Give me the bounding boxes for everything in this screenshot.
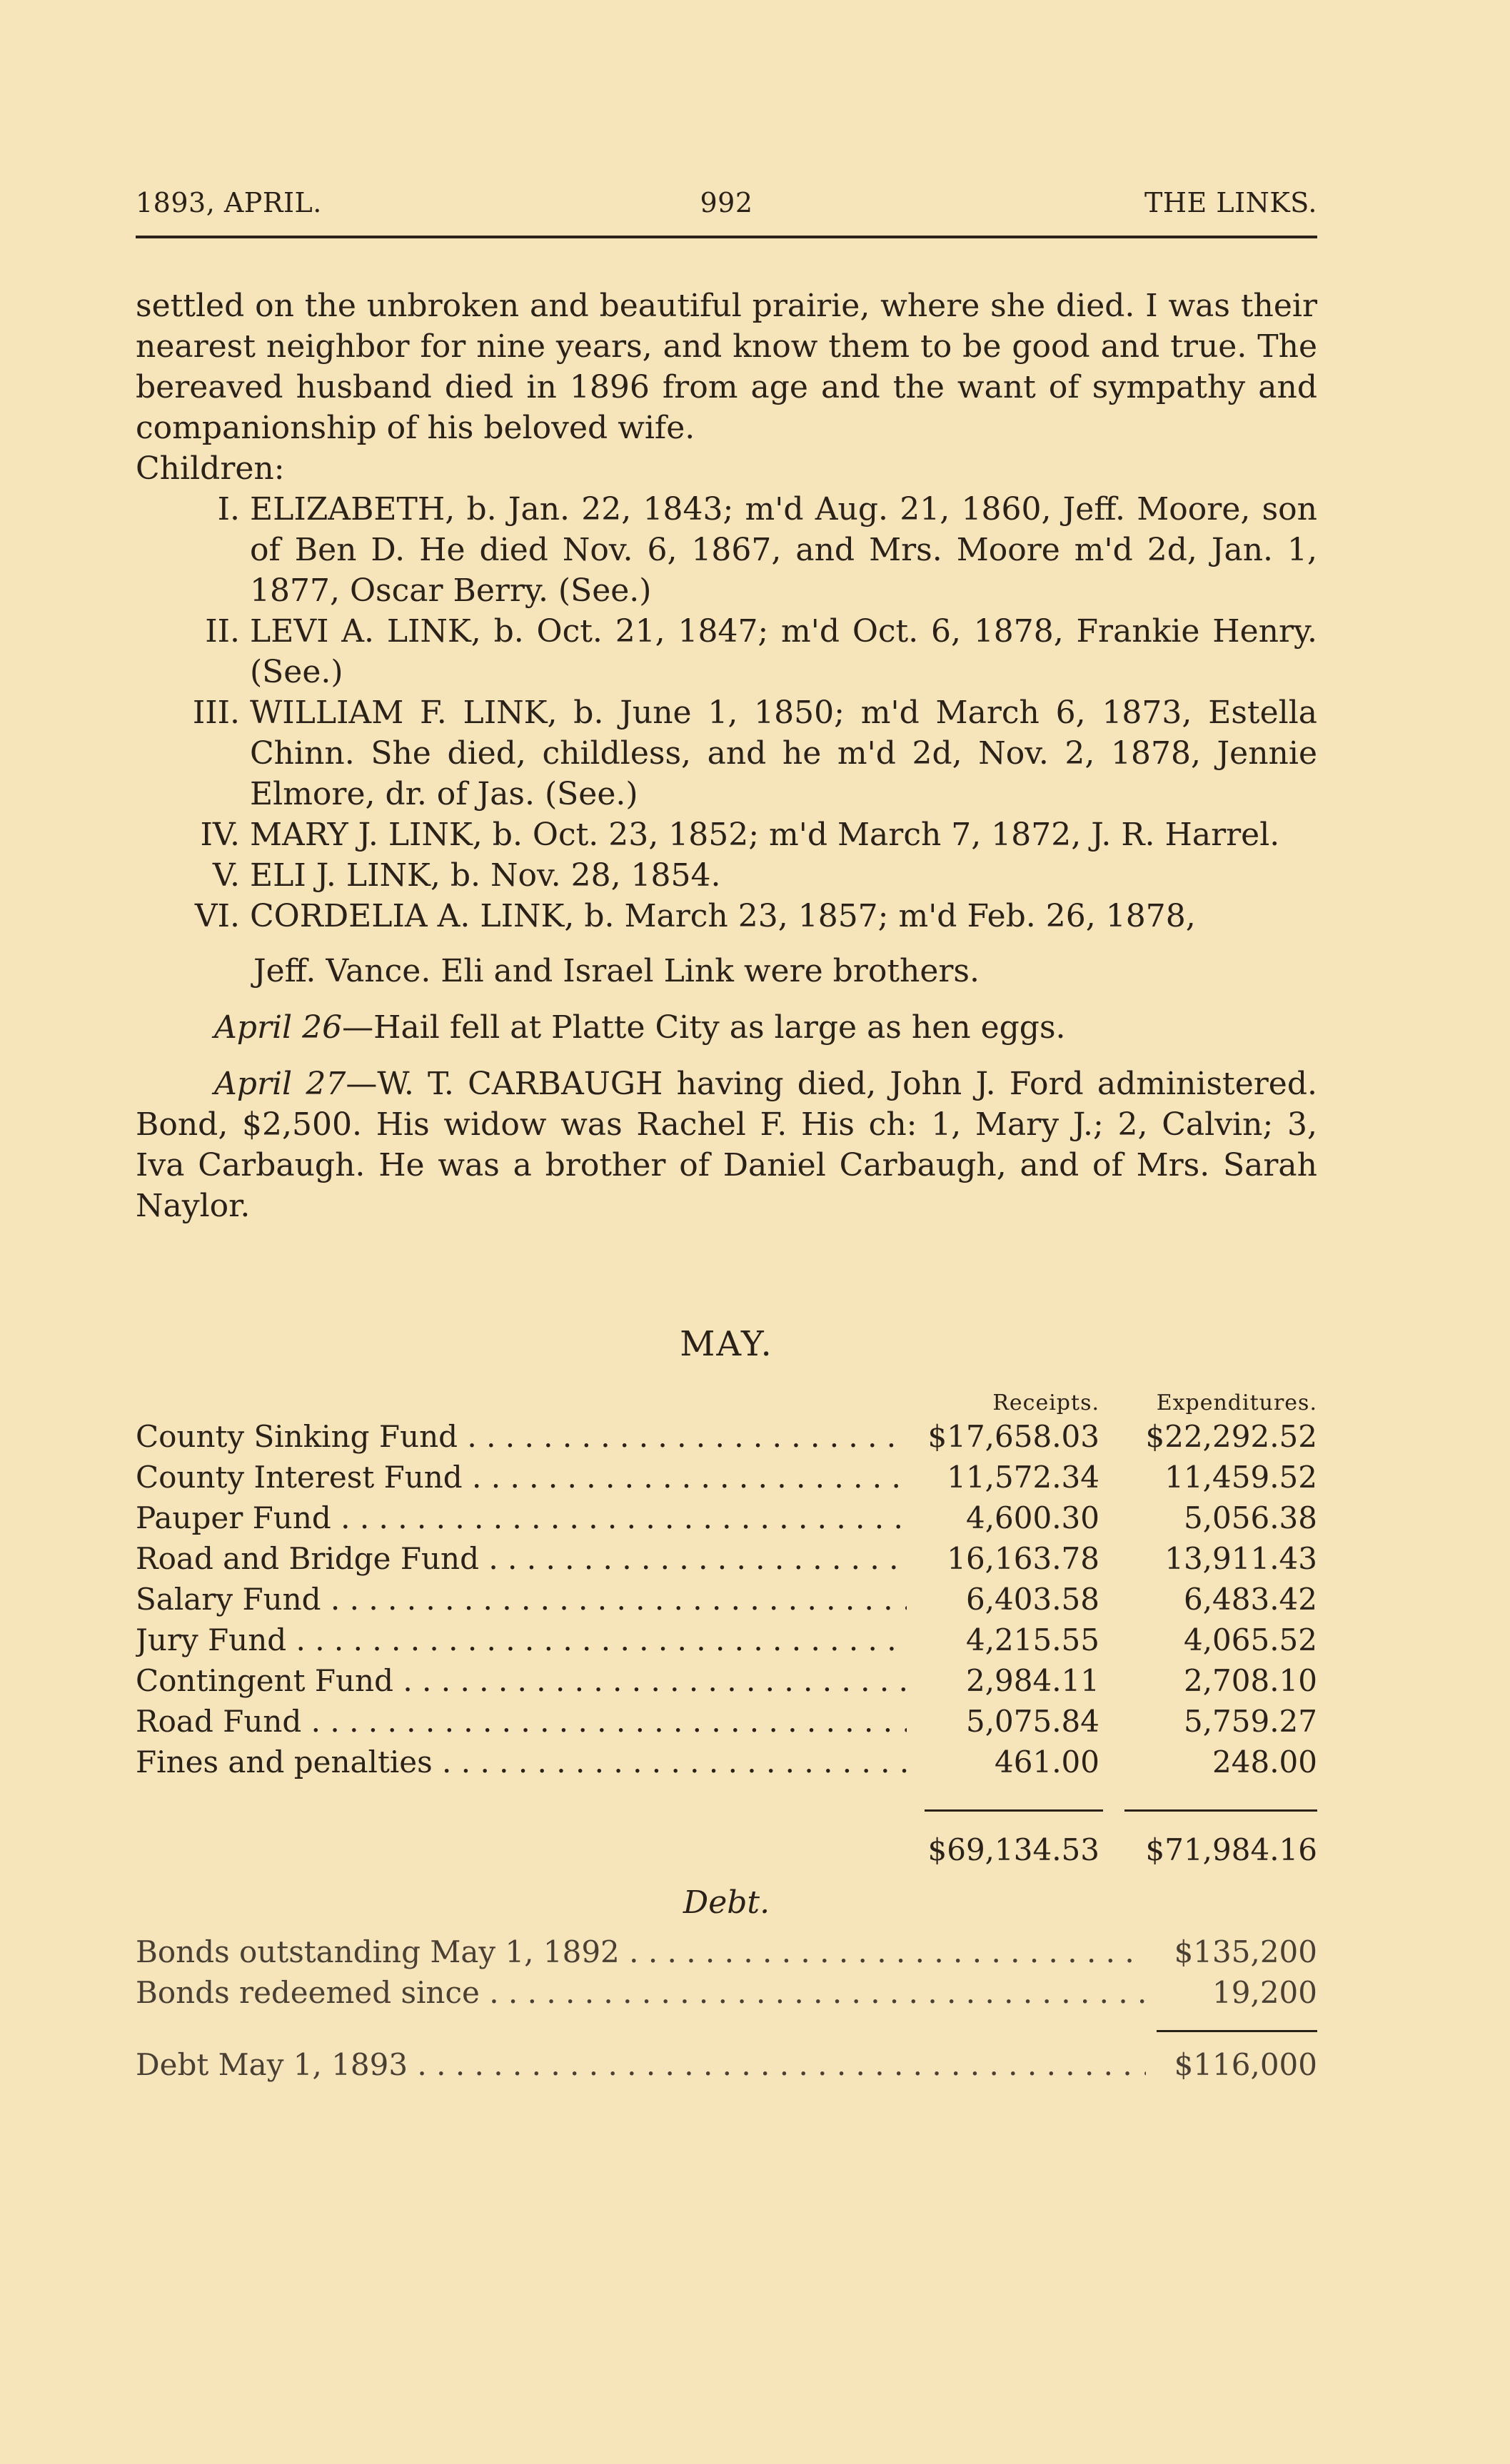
fund-expenditures: 4,065.52 xyxy=(1183,1622,1317,1657)
fund-receipts: 16,163.78 xyxy=(947,1541,1099,1576)
fund-expenditures: 5,759.27 xyxy=(1183,1704,1317,1739)
children-continuation: Jeff. Vance. Eli and Israel Link were brothers. xyxy=(253,953,980,989)
fund-receipts: 5,075.84 xyxy=(965,1704,1099,1739)
entry-date: April 26 xyxy=(214,1009,343,1046)
debt-total-amount: $116,000 xyxy=(1174,2047,1317,2082)
fund-expenditures: 5,056.38 xyxy=(1183,1500,1317,1535)
fund-row xyxy=(136,1663,1317,1704)
fund-receipts: 11,572.34 xyxy=(947,1460,1099,1495)
running-header xyxy=(136,187,1317,223)
debt-total-rule xyxy=(136,2016,1317,2047)
child-text: CORDELIA A. LINK, b. March 23, 1857; m'd Feb. 26, 1878, xyxy=(250,898,1196,934)
fund-name: County Interest Fund . . . xyxy=(136,1460,907,1495)
fund-name: Road and Bridge Fund . . . xyxy=(136,1541,907,1576)
child-item xyxy=(136,896,1317,936)
fund-receipts: 461.00 xyxy=(995,1745,1099,1779)
totals-row xyxy=(136,1832,1317,1873)
entry-text: —W. T. CARBAUGH having died, John J. Ford administered. Bond, $2,500. His widow was Rachel F. His ch: 1, Mary J.; 2, Calvin; 3, Iva Carbaugh. He was a brother of Daniel Carbaugh, and of Mrs. Sarah Naylor. xyxy=(136,1066,1317,1224)
total-expenditures: $71,984.16 xyxy=(1145,1832,1317,1867)
debt-label: Bonds redeemed since . . . xyxy=(136,1975,1146,2010)
debt-label: Bonds outstanding May 1, 1892 . . . xyxy=(136,1934,1146,1969)
debt-heading: Debt. xyxy=(683,1884,770,1921)
header-right: THE LINKS. xyxy=(1144,187,1317,218)
debt-total-row xyxy=(136,2047,1317,2088)
fund-row xyxy=(136,1622,1317,1663)
fund-receipts: 2,984.11 xyxy=(965,1663,1099,1698)
entry-april-27 xyxy=(136,1064,1317,1226)
fund-name: Pauper Fund . . . xyxy=(136,1500,907,1535)
table-header xyxy=(136,1390,1317,1419)
child-text: WILLIAM F. LINK, b. June 1, 1850; m'd March 6, 1873, Estella Chinn. She died, childless, and he m'd 2d, Nov. 2, 1878, Jennie Elmore, dr. of Jas. (See.) xyxy=(250,695,1317,812)
fund-name: Road Fund . . . xyxy=(136,1704,907,1739)
fund-receipts: 4,600.30 xyxy=(965,1500,1099,1535)
fund-row xyxy=(136,1582,1317,1622)
header-rule xyxy=(136,236,1317,238)
header-left: 1893, APRIL. xyxy=(136,187,322,218)
child-item xyxy=(136,489,1317,611)
fund-expenditures: 248.00 xyxy=(1212,1745,1317,1779)
page-number: 992 xyxy=(700,187,753,218)
debt-total-label: Debt May 1, 1893 . . . xyxy=(136,2047,1146,2082)
fund-expenditures: $22,292.52 xyxy=(1145,1419,1317,1454)
child-text: ELI J. LINK, b. Nov. 28, 1854. xyxy=(250,857,721,894)
fund-receipts: 4,215.55 xyxy=(965,1622,1099,1657)
child-item xyxy=(136,855,1317,896)
totals-rule xyxy=(136,1801,1317,1822)
child-item xyxy=(136,814,1317,855)
fund-rows xyxy=(136,1419,1317,1785)
fund-row xyxy=(136,1745,1317,1785)
child-number: II. xyxy=(205,613,240,650)
child-text: ELIZABETH, b. Jan. 22, 1843; m'd Aug. 21, 1860, Jeff. Moore, son of Ben D. He died Nov. 6, 1867, and Mrs. Moore m'd 2d, Jan. 1, 1877, Oscar Berry. (See.) xyxy=(250,491,1317,609)
fund-row xyxy=(136,1419,1317,1460)
entry-text: —Hail fell at Platte City as large as hen eggs. xyxy=(342,1009,1066,1046)
debt-row xyxy=(136,1975,1317,2016)
fund-row xyxy=(136,1541,1317,1582)
fund-name: County Sinking Fund . . . xyxy=(136,1419,907,1454)
entry-april-26 xyxy=(136,1007,1317,1048)
fund-row xyxy=(136,1460,1317,1500)
debt-amount: 19,200 xyxy=(1212,1975,1317,2010)
column-header-expenditures: Expenditures. xyxy=(1156,1390,1317,1415)
fund-receipts: 6,403.58 xyxy=(965,1582,1099,1617)
child-number: IV. xyxy=(200,817,240,853)
column-header-receipts: Receipts. xyxy=(992,1390,1099,1415)
entry-date: April 27 xyxy=(214,1066,346,1102)
may-heading: MAY. xyxy=(680,1324,773,1364)
child-text: LEVI A. LINK, b. Oct. 21, 1847; m'd Oct. 6, 1878, Frankie Henry. (See.) xyxy=(250,613,1317,690)
fund-expenditures: 13,911.43 xyxy=(1164,1541,1317,1576)
body-text xyxy=(136,286,1317,1226)
receipts-rule xyxy=(925,1809,1103,1812)
fund-expenditures: 2,708.10 xyxy=(1183,1663,1317,1698)
fund-name: Fines and penalties . . . xyxy=(136,1745,907,1779)
child-item xyxy=(136,692,1317,814)
child-number: III. xyxy=(192,695,240,731)
children-label: Children: xyxy=(136,450,285,487)
fund-row xyxy=(136,1704,1317,1745)
debt-table xyxy=(136,1934,1317,2088)
fund-expenditures: 11,459.52 xyxy=(1164,1460,1317,1495)
fund-name: Jury Fund . . . xyxy=(136,1622,907,1657)
children-list xyxy=(136,489,1317,936)
fund-name: Salary Fund . . . xyxy=(136,1582,907,1617)
child-number: V. xyxy=(212,857,240,894)
debt-amount: $135,200 xyxy=(1174,1934,1317,1969)
child-item xyxy=(136,611,1317,692)
fund-expenditures: 6,483.42 xyxy=(1183,1582,1317,1617)
may-fund-table xyxy=(136,1390,1317,1873)
child-text: MARY J. LINK, b. Oct. 23, 1852; m'd March 7, 1872, J. R. Harrel. xyxy=(250,817,1280,853)
expenditures-rule xyxy=(1124,1809,1317,1812)
total-receipts: $69,134.53 xyxy=(927,1832,1099,1867)
child-number: VI. xyxy=(194,898,240,934)
fund-name: Contingent Fund . . . xyxy=(136,1663,907,1698)
fund-row xyxy=(136,1500,1317,1541)
intro-paragraph: settled on the unbroken and beautiful prairie, where she died. I was their nearest neighbor for nine years, and know them to be good and true. The bereaved husband died in 1896 from age and the want of sympathy and companionship of his beloved wife. xyxy=(136,288,1317,446)
fund-receipts: $17,658.03 xyxy=(927,1419,1099,1454)
child-number: I. xyxy=(217,491,240,527)
debt-row xyxy=(136,1934,1317,1975)
